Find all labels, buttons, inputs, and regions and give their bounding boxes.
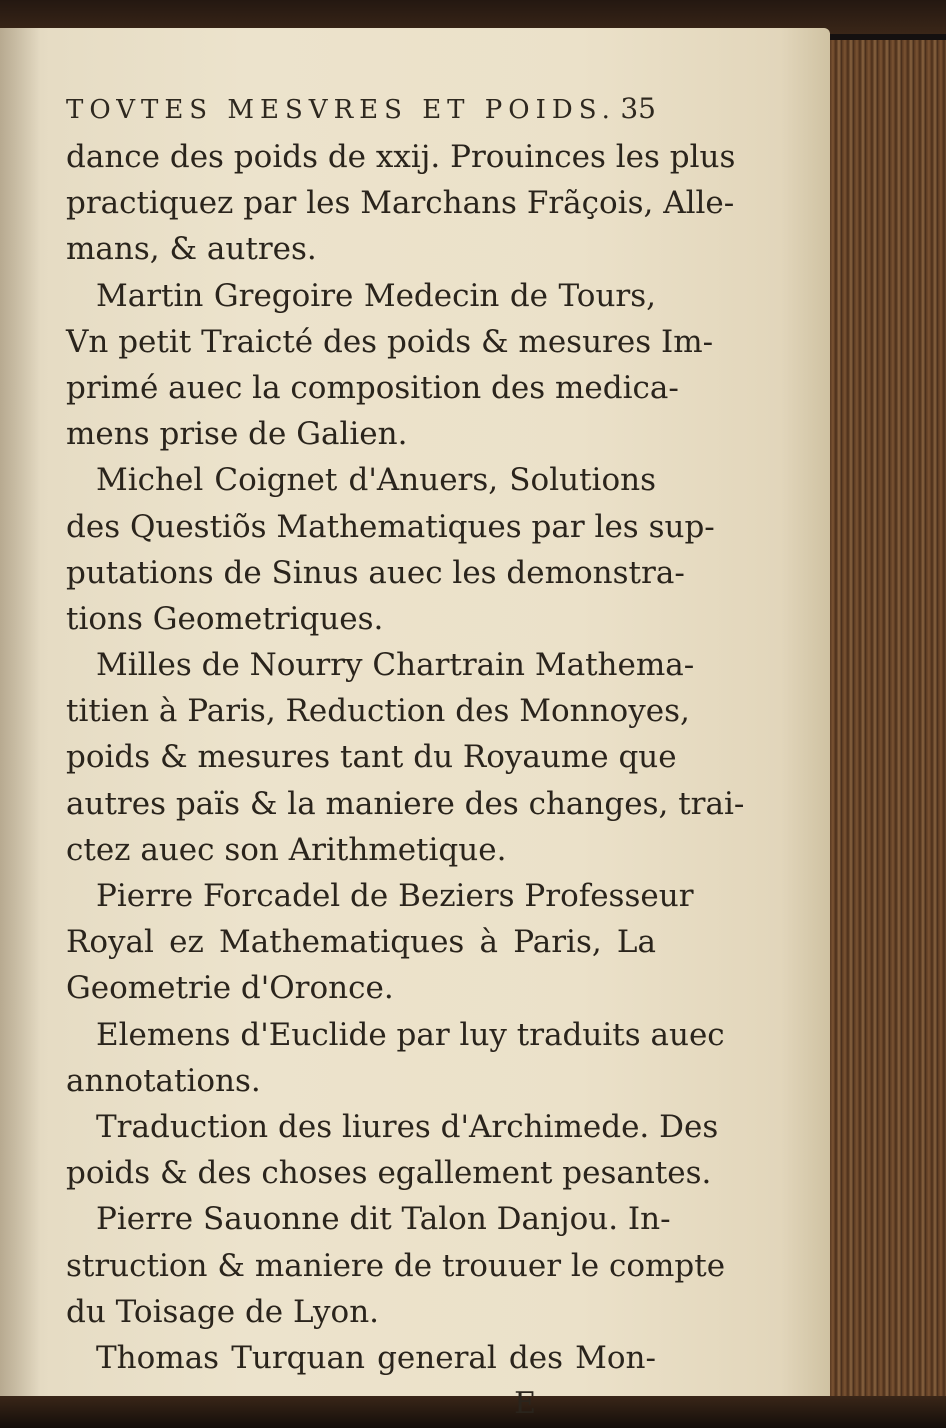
- gutter-shadow: [0, 28, 40, 1400]
- text-line: annotations.: [66, 1062, 261, 1099]
- text-line: mans, & autres.: [66, 231, 317, 268]
- text-line: des Questiõs Mathematiques par les sup-: [66, 508, 715, 545]
- text-line: mens prise de Galien.: [66, 416, 408, 453]
- page-number: 35: [620, 92, 656, 125]
- text-line: dance des poids de xxij. Prouinces les plus: [66, 139, 736, 175]
- text-line: primé auec la composition des medica-: [66, 369, 679, 406]
- running-head: [66, 92, 656, 134]
- text-line: putations de Sinus auec les demonstra-: [66, 554, 685, 591]
- text-line: tions Geometriques.: [66, 600, 384, 637]
- text-line: Geometrie d'Oronce.: [66, 970, 394, 1007]
- running-head-title: TOVTES MESVRES ET POIDS.: [66, 95, 616, 125]
- entry-heading: Milles de Nourry Chartrain Mathema-: [96, 647, 695, 684]
- text-line: Royal ez Mathematiques à Paris, La: [66, 924, 656, 961]
- text-line: Vn petit Traicté des poids & mesures Im-: [66, 323, 714, 360]
- entry-heading: Martin Gregoire Medecin de Tours,: [96, 277, 656, 314]
- page-text: [66, 92, 745, 1427]
- text-line: titien à Paris, Reduction des Monnoyes,: [66, 693, 690, 730]
- entry-heading: Traduction des liures d'Archimede. Des: [96, 1108, 719, 1145]
- fore-edge: [830, 40, 946, 1400]
- text-line: ctez auec son Arithmetique.: [66, 831, 507, 868]
- text-line: practiquez par les Marchans Frãçois, Alle-: [66, 185, 735, 222]
- text-line: autres païs & la maniere des changes, trai-: [66, 785, 745, 822]
- entry-heading: Michel Coignet d'Anuers, Solutions: [96, 462, 656, 499]
- text-line: struction & maniere de trouuer le compte: [66, 1247, 726, 1284]
- text-line: poids & des choses egallement pesantes.: [66, 1155, 712, 1192]
- entry-heading: Pierre Sauonne dit Talon Danjou. In-: [96, 1201, 671, 1238]
- entry-heading: Elemens d'Euclide par luy traduits auec: [96, 1016, 725, 1053]
- text-line: poids & mesures tant du Royaume que: [66, 739, 677, 776]
- signature-mark: E: [514, 1386, 536, 1422]
- entry-heading: Thomas Turquan general des Mon-: [96, 1339, 656, 1376]
- entry-heading: Pierre Forcadel de Beziers Professeur: [96, 878, 694, 914]
- text-line: du Toisage de Lyon.: [66, 1293, 380, 1330]
